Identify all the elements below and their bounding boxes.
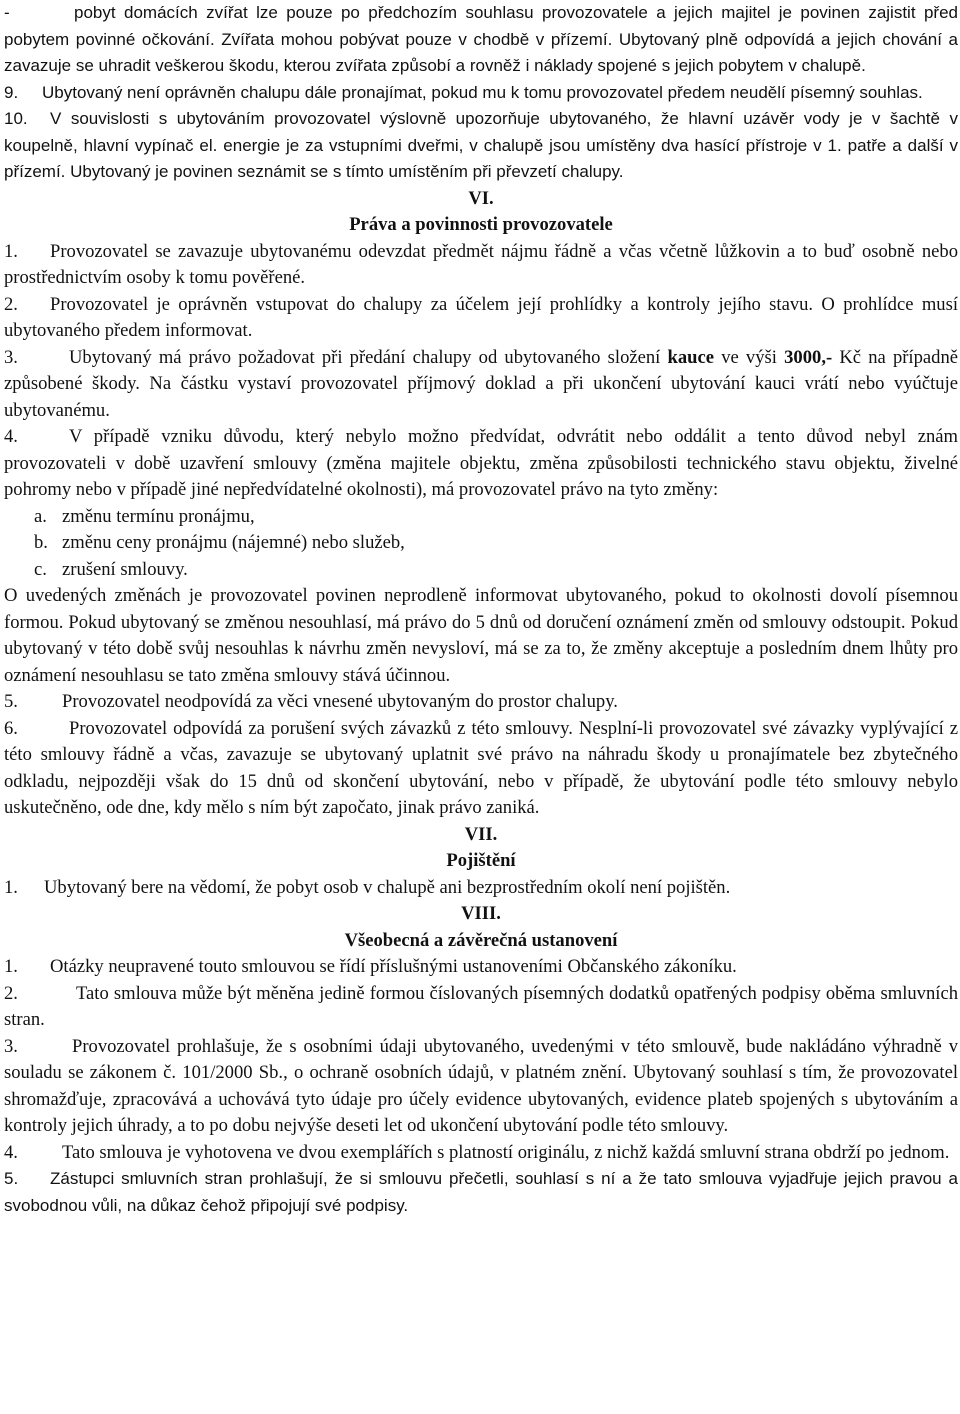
list-item-text: změnu termínu pronájmu, (62, 505, 255, 527)
paragraph-text: ve výši (714, 346, 785, 368)
paragraph (4, 292, 958, 345)
paragraph-number: 5. (4, 1169, 19, 1188)
paragraph-number: 1. (4, 956, 18, 977)
section-title: Pojištění (446, 850, 516, 871)
list-item (34, 530, 958, 557)
list-item (34, 504, 958, 531)
paragraph (4, 80, 958, 107)
paragraph (4, 0, 958, 80)
paragraph (4, 106, 958, 186)
list-item (34, 557, 958, 584)
paragraph-number: 4. (4, 426, 18, 447)
paragraph-number: 5. (4, 691, 18, 712)
paragraph (4, 981, 958, 1034)
list-marker: b. (34, 532, 48, 553)
emphasis-text: kauce (667, 346, 715, 368)
paragraph-number: 1. (4, 240, 18, 262)
paragraph-text: Ubytovaný bere na vědomí, že pobyt osob v chalupě ani bezprostředním okolí není pojištěn. (44, 876, 731, 898)
section-title: Práva a povinnosti provozovatele (349, 214, 613, 235)
paragraph-text: O uvedených změnách je provozovatel povinen neprodleně informovat ubytovaného, pokud to okolnosti dovolí písemnou formou. Pokud ubytovaný se změnou nesouhlasí, má právo do 5 dnů od doručení oznámení změn od smlouvy odstoupit. Pokud ubytovaný v této době svůj nesouhlas k návrhu změn nevysloví, má se za to, že změny akceptuje a posledním dnem lhůty pro oznámení nesouhlasu se tato změna smlouvy stává účinnou. (4, 585, 958, 686)
paragraph-text: Provozovatel prohlašuje, že s osobními údaji ubytovaného, uvedenými v této smlouvě, bude nakládáno výhradně v souladu se zákonem č. 101/2000 Sb., o ochraně osobních údajů, v platném znění. Ubytovaný souhlasí s tím, že provozovatel shromažďuje, zpracovává a uchovává tyto údaje pro účely evidence ubytovaných, evidence plateb spojených s ubytováním a kontroly jejich úhrady, a to po dobu nejvýše deseti let od ukončení ubytování podle této smlouvy. (4, 1035, 958, 1136)
paragraph (4, 1140, 958, 1167)
paragraph-number: 10. (4, 109, 28, 128)
paragraph-number: 3. (4, 1035, 18, 1057)
paragraph-number: 6. (4, 717, 18, 739)
paragraph-number: 2. (4, 982, 18, 1004)
paragraph-text: Tato smlouva může být měněna jedině formou číslovaných písemných dodatků opatřených podpisy oběma smluvních stran. (4, 982, 958, 1030)
paragraph (4, 1166, 958, 1219)
section-number: VIII. (461, 903, 501, 924)
paragraph-text: Otázky neupravené touto smlouvou se řídí příslušnými ustanoveními Občanského zákoníku. (50, 956, 737, 977)
paragraph-text: Provozovatel neodpovídá za věci vnesené ubytovaným do prostor chalupy. (62, 691, 618, 712)
paragraph-number: 4. (4, 1141, 18, 1163)
paragraph-text: Ubytovaný není oprávněn chalupu dále pronajímat, pokud mu k tomu provozovatel předem neudělí písemný souhlas. (42, 82, 923, 102)
list-item-text: zrušení smlouvy. (62, 558, 188, 580)
paragraph-number: 1. (4, 876, 18, 898)
paragraph-text: Zástupci smluvních stran prohlašují, že si smlouvu přečetli, souhlasí s ní a že tato smlouva vyjadřuje jejich pravou a svobodnou vůli, na důkaz čehož připojují své podpisy. (4, 1169, 958, 1215)
paragraph-text: Kč na případně způsobené škody. Na částku vystaví provozovatel příjmový doklad a při ukončení ubytování kauci vrátí nebo vyúčtuje ubytovanému. (4, 346, 958, 421)
paragraph-text: Provozovatel se zavazuje ubytovanému odevzdat předmět nájmu řádně a včas včetně lůžkovin a to buď osobně nebo prostřednictvím osoby k tomu pověřené. (4, 240, 958, 288)
section-number: VI. (468, 187, 494, 209)
paragraph (4, 689, 958, 716)
paragraph (4, 954, 958, 981)
list-marker: a. (34, 505, 47, 527)
paragraph-text: pobyt domácích zvířat lze pouze po předchozím souhlasu provozovatele a jejich majitel je povinen zajistit před pobytem povinné očkování. Zvířata mohou pobývat pouze v chodbě v přízemí. Ubytovaný plně odpovídá a jejich chování a zavazuje se uhradit veškerou škodu, kterou zvířata způsobí a rovněž i náklady spojené s jejich pobytem v chalupě. (4, 3, 958, 75)
list-item-text: změnu ceny pronájmu (nájemné) nebo služeb, (62, 532, 405, 553)
paragraph-text: Provozovatel je oprávněn vstupovat do chalupy za účelem její prohlídky a kontroly jejího stavu. O prohlídce musí ubytovaného předem informovat. (4, 293, 958, 341)
paragraph-number: - (4, 3, 10, 22)
paragraph (4, 345, 958, 425)
paragraph-text: Provozovatel odpovídá za porušení svých závazků z této smlouvy. Nesplní-li provozovatel své závazky vyplývající z této smlouvy řádně a včas, zavazuje se ubytovaný uplatnit své právo na náhradu škody u pronajímatele bez zbytečného odkladu, nejpozději však do 15 dnů od skončení ubytování, nebo v případě, že ubytování podle této smlouvy nebylo uskutečněno, ode dne, kdy mělo s ním být započato, jinak právo zaniká. (4, 717, 958, 818)
emphasis-text: 3000,- (784, 346, 833, 368)
paragraph (4, 239, 958, 292)
paragraph (4, 875, 958, 902)
paragraph-number: 2. (4, 293, 18, 315)
paragraph (4, 424, 958, 504)
paragraph-text: Ubytovaný má právo požadovat při předání chalupy od ubytovaného složení (69, 346, 668, 368)
list-marker: c. (34, 558, 47, 580)
section-title: Všeobecná a závěrečná ustanovení (344, 929, 618, 951)
paragraph (4, 583, 958, 689)
paragraph-text: V souvislosti s ubytováním provozovatel výslovně upozorňuje ubytovaného, že hlavní uzávěr vody je v šachtě v koupelně, hlavní vypínač el. energie je za vstupními dveřmi, v chalupě jsou umístěny dva hasící přístroje v 1. patře a další v přízemí. Ubytovaný je povinen seznámit se s tímto umístěním při převzetí chalupy. (4, 109, 958, 181)
section-number: VII. (464, 823, 498, 845)
paragraph-number: 9. (4, 82, 19, 102)
paragraph (4, 1034, 958, 1140)
paragraph (4, 716, 958, 822)
paragraph-number: 3. (4, 346, 18, 368)
paragraph-text: Tato smlouva je vyhotovena ve dvou exemplářích s platností originálu, z nichž každá smluvní strana obdrží po jednom. (62, 1141, 950, 1163)
paragraph-text: V případě vzniku důvodu, který nebylo možno předvídat, odvrátit nebo oddálit a tento důvod nebyl znám provozovateli v době uzavření smlouvy (změna majitele objektu, změna způsobilosti technického stavu objektu, živelné pohromy nebo v případě jiné nepředvídatelné okolnosti), má provozovatel právo na tyto změny: (4, 426, 958, 500)
